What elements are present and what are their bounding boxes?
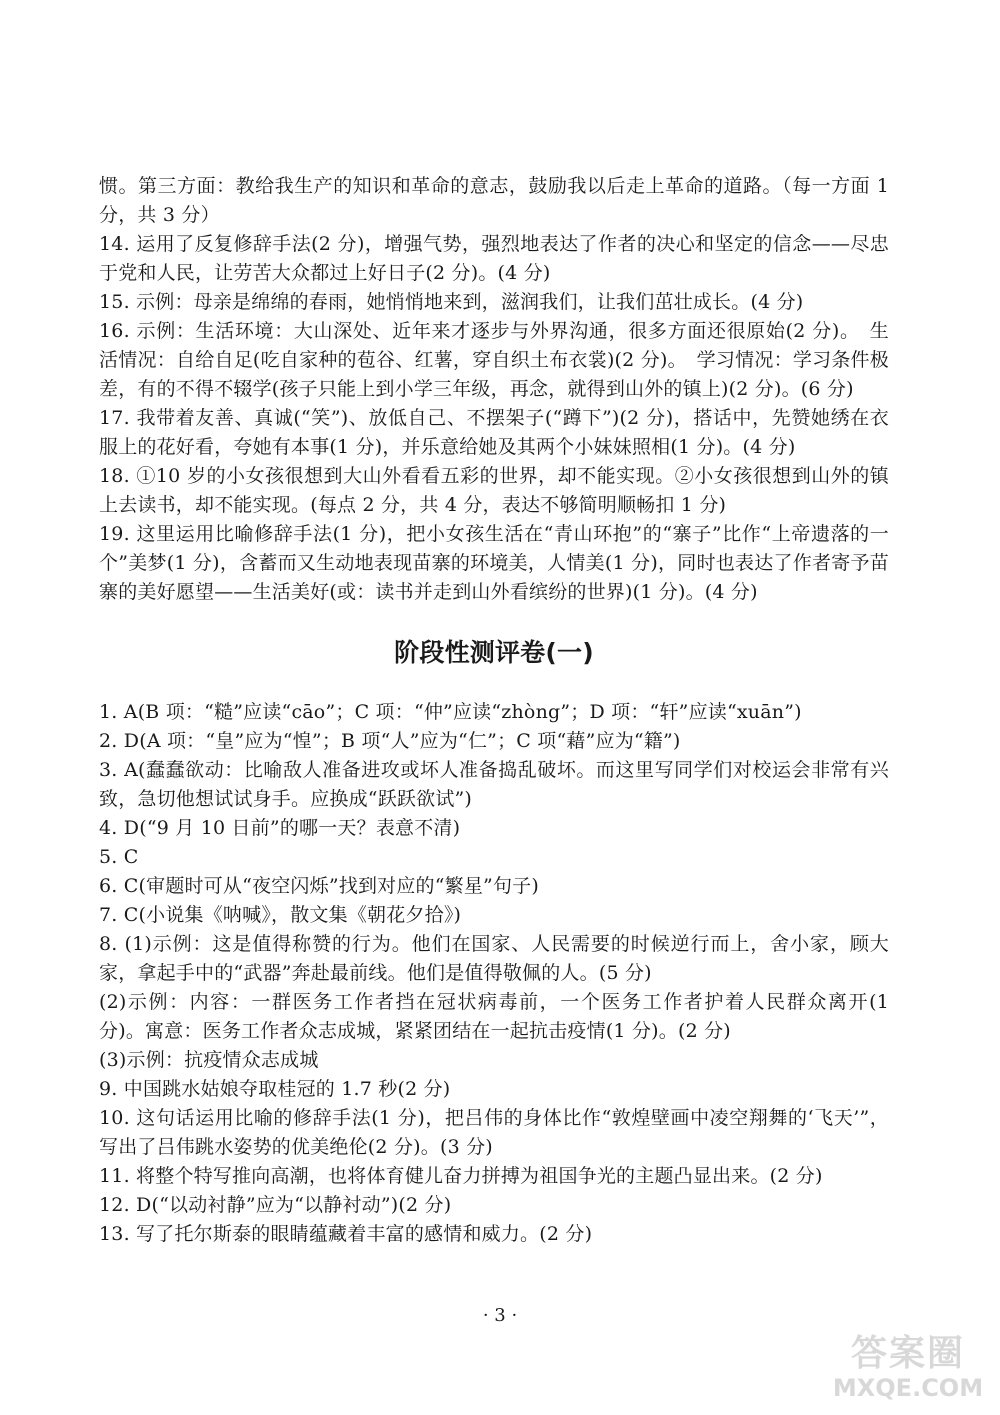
answer-item: 14. 运用了反复修辞手法(2 分)，增强气势，强烈地表达了作者的决心和坚定的信念——尽忠于党和人民，让劳苦大众都过上好日子(2 分)。(4 分) bbox=[99, 233, 889, 284]
answer-item: 2. D(A 项：“皇”应为“惶”；B 项“人”应为“仁”；C 项“藉”应为“籍”) bbox=[99, 730, 681, 752]
answer-item: 7. C(小说集《呐喊》，散文集《朝花夕拾》) bbox=[99, 904, 462, 926]
answer-item: (2)示例：内容：一群医务工作者挡在冠状病毒前，一个医务工作者护着人民群众离开(1 分)。寓意：医务工作者众志成城，紧紧团结在一起抗击疫情(1 分)。(2 分) bbox=[99, 991, 889, 1042]
answer-item: 5. C bbox=[99, 846, 139, 868]
answer-item: 3. A(蠢蠢欲动：比喻敌人准备进攻或坏人准备捣乱破坏。而这里写同学们对校运会非常有兴致，急切他想试试身手。应换成“跃跃欲试”) bbox=[99, 759, 889, 810]
answer-item: 11. 将整个特写推向高潮，也将体育健儿奋力拼搏为祖国争光的主题凸显出来。(2 分) bbox=[99, 1165, 823, 1187]
answer-item: 10. 这句话运用比喻的修辞手法(1 分)，把吕伟的身体比作“敦煌壁画中凌空翔舞的‘飞天’”，写出了吕伟跳水姿势的优美绝伦(2 分)。(3 分) bbox=[99, 1107, 889, 1158]
answer-item: 19. 这里运用比喻修辞手法(1 分)，把小女孩生活在“青山环抱”的“寨子”比作“上帝遗落的一个”美梦(1 分)，含蓄而又生动地表现苗寨的环境美，人情美(1 分)，同时也表达了作者寄予苗寨的美好愿望——生活美好(或：读书并走到山外看缤纷的世界)(1 分)。(4 分) bbox=[99, 523, 889, 603]
answer-item: 6. C(审题时可从“夜空闪烁”找到对应的“繁星”句子) bbox=[99, 875, 539, 897]
answer-item: 12. D(“以动衬静”应为“以静衬动”)(2 分) bbox=[99, 1194, 452, 1216]
answer-item: 1. A(B 项：“糙”应读“cāo”；C 项：“仲”应读“zhòng”；D 项：“轩”应读“xuān”) bbox=[99, 701, 802, 723]
answer-item: 16. 示例：生活环境：大山深处、近年来才逐步与外界沟通，很多方面还很原始(2 分)。 生活情况：自给自足(吃自家种的苞谷、红薯，穿自织土布衣裳)(2 分)。 学习情况：学习条件极差，有的不得不辍学(孩子只能上到小学三年级，再念，就得到山外的镇上)(2 分)。(6 分) bbox=[99, 320, 889, 400]
answer-item: 9. 中国跳水姑娘夺取桂冠的 1.7 秒(2 分) bbox=[99, 1078, 451, 1100]
answer-content bbox=[99, 172, 889, 1249]
answer-item: 4. D(“9 月 10 日前”的哪一天？表意不清) bbox=[99, 817, 461, 839]
answer-item: 18. ①10 岁的小女孩很想到大山外看看五彩的世界，却不能实现。②小女孩很想到山外的镇上去读书，却不能实现。(每点 2 分，共 4 分，表达不够简明顺畅扣 1 分) bbox=[99, 465, 889, 516]
page-number: · 3 · bbox=[482, 1305, 518, 1326]
watermark bbox=[823, 1334, 993, 1412]
answer-item: 17. 我带着友善、真诚(“笑”)、放低自己、不摆架子(“蹲下”)(2 分)，搭话中，先赞她绣在衣服上的花好看，夸她有本事(1 分)，并乐意给她及其两个小妹妹照相(1 分)。(4 分) bbox=[99, 407, 889, 458]
watermark-url: MXQE.COM bbox=[832, 1374, 984, 1402]
answer-item: 13. 写了托尔斯泰的眼睛蕴藏着丰富的感情和威力。(2 分) bbox=[99, 1223, 593, 1245]
answer-item: 15. 示例：母亲是绵绵的春雨，她悄悄地来到，滋润我们，让我们茁壮成长。(4 分) bbox=[99, 291, 804, 313]
answer-item: 8. (1)示例：这是值得称赞的行为。他们在国家、人民需要的时候逆行而上，舍小家，顾大家，拿起手中的“武器”奔赴最前线。他们是值得敬佩的人。(5 分) bbox=[99, 933, 889, 984]
answer-item: 惯。第三方面：教给我生产的知识和革命的意志，鼓励我以后走上革命的道路。（每一方面 1 分，共 3 分） bbox=[99, 175, 889, 226]
section-title: 阶段性测评卷(一) bbox=[394, 638, 594, 667]
answer-item: (3)示例：抗疫情众志成城 bbox=[99, 1049, 319, 1071]
watermark-logo: 答案圈 bbox=[850, 1333, 965, 1374]
